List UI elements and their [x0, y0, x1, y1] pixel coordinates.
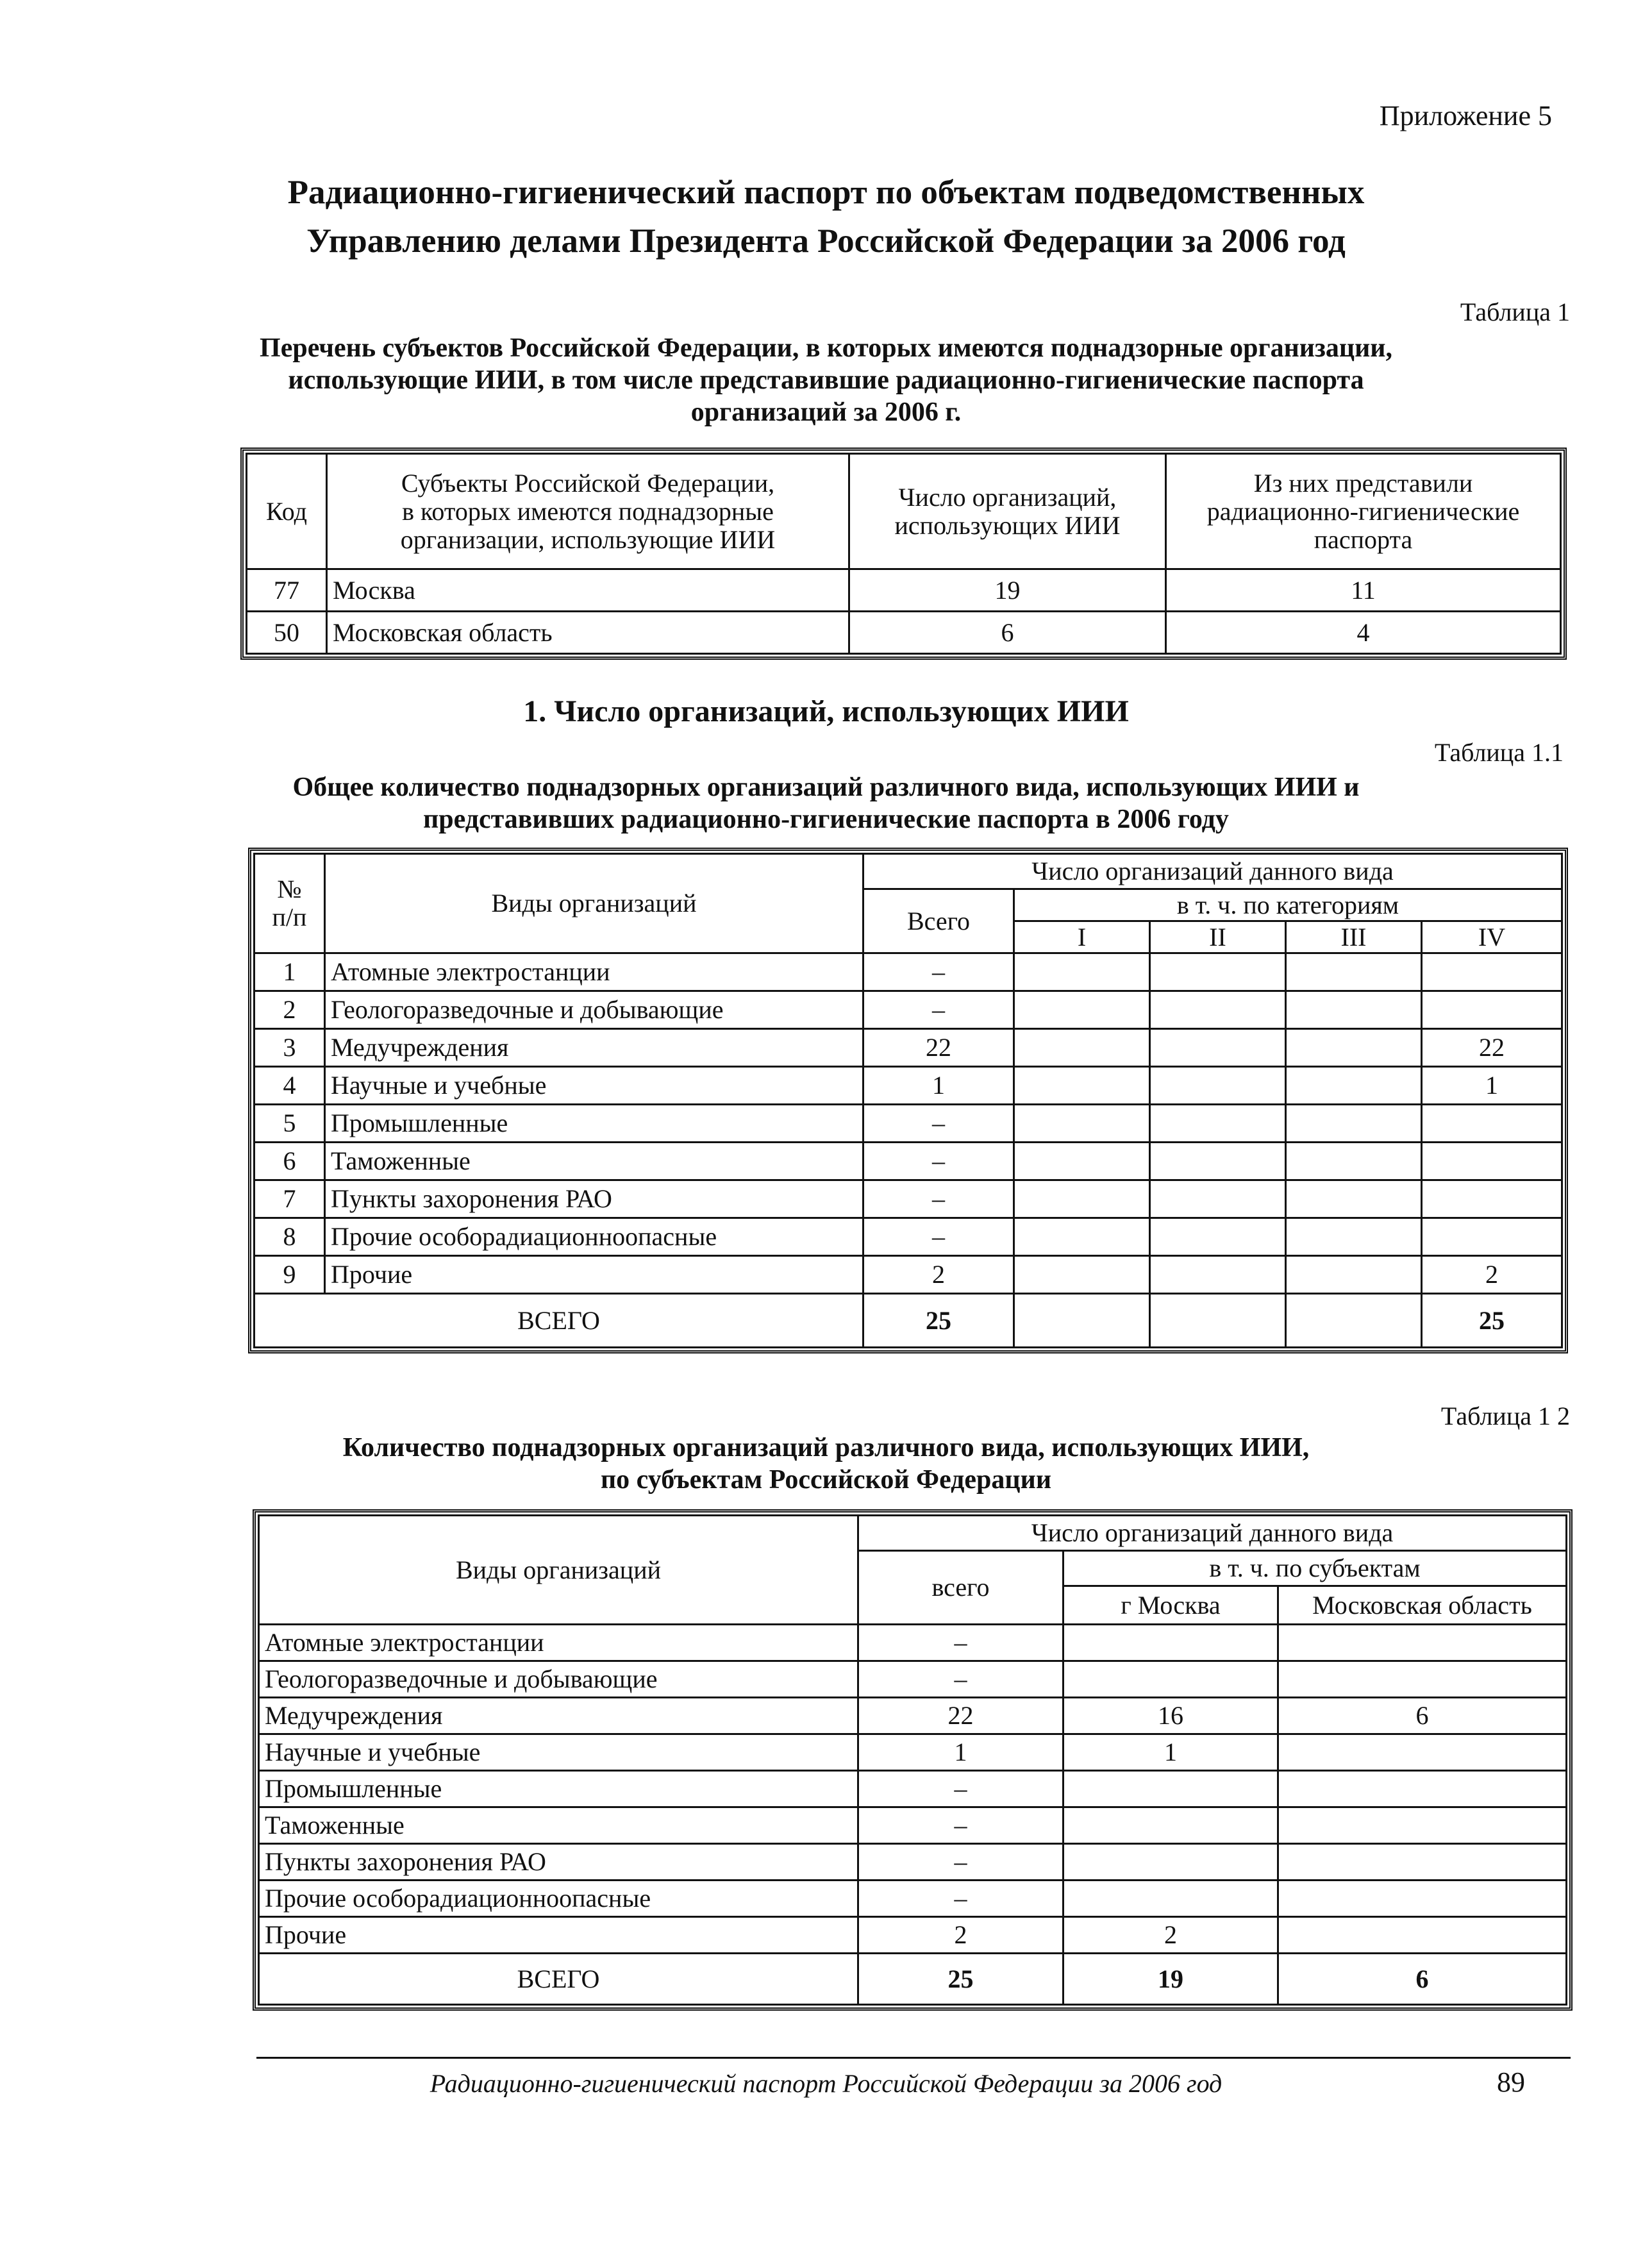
- cell-num: 7: [254, 1180, 325, 1218]
- cell-cat-1: [1014, 1067, 1150, 1105]
- cell-name: Геологоразведочные и добывающие: [259, 1661, 858, 1698]
- totals-cat-2: [1150, 1294, 1286, 1348]
- cell-cat-4: [1422, 991, 1562, 1029]
- table-row: [254, 953, 1562, 991]
- cell-total: –: [858, 1844, 1064, 1881]
- cell-total: 22: [858, 1698, 1064, 1734]
- cell-code: 50: [247, 612, 327, 654]
- cell-cat-1: [1014, 1256, 1150, 1294]
- cell-moscow: 2: [1064, 1917, 1278, 1954]
- cell-name: Таможенные: [325, 1143, 864, 1180]
- cell-num: 8: [254, 1218, 325, 1256]
- cell-region: [1278, 1807, 1567, 1844]
- cell-cat-1: [1014, 953, 1150, 991]
- cell-cat-3: [1286, 991, 1422, 1029]
- header-count: [849, 454, 1166, 569]
- cell-region: [1278, 1917, 1567, 1954]
- header-group: Число организаций данного вида: [864, 854, 1562, 889]
- table-row: [259, 1734, 1567, 1771]
- header-total: Всего: [864, 889, 1014, 953]
- table1-caption-line: Перечень субъектов Российской Федерации, в которых имеются поднадзорные организации,: [260, 333, 1392, 363]
- cell-name: Научные и учебные: [259, 1734, 858, 1771]
- header-region: Московская область: [1278, 1586, 1567, 1625]
- cell-name: Атомные электростанции: [325, 953, 864, 991]
- header-submitted: [1166, 454, 1561, 569]
- page-number: 89: [1497, 2066, 1525, 2098]
- table-row: [254, 1256, 1562, 1294]
- cell-total: –: [864, 1105, 1014, 1143]
- section-heading: 1. Число организаций, использующих ИИИ: [523, 694, 1129, 728]
- cell-cat-3: [1286, 1029, 1422, 1067]
- cell-total: –: [858, 1661, 1064, 1698]
- header-line: Из них представили: [1253, 468, 1473, 498]
- cell-cat-4: 1: [1422, 1067, 1562, 1105]
- cell-name: Прочие особорадиационноопасные: [325, 1218, 864, 1256]
- cell-region: [1278, 1661, 1567, 1698]
- cell-num: 6: [254, 1143, 325, 1180]
- cell-name: Прочие: [325, 1256, 864, 1294]
- cell-cat-3: [1286, 1143, 1422, 1180]
- header-line: в которых имеются поднадзорные: [402, 496, 774, 526]
- table11-caption: [0, 771, 1652, 835]
- cell-code: 77: [247, 569, 327, 612]
- header-subjects: [327, 454, 849, 569]
- table-row: [247, 612, 1561, 654]
- cell-cat-2: [1150, 1067, 1286, 1105]
- cell-moscow: 16: [1064, 1698, 1278, 1734]
- table-row: [259, 1917, 1567, 1954]
- totals-cat-4: 25: [1422, 1294, 1562, 1348]
- header-code: Код: [247, 454, 327, 569]
- cell-moscow: [1064, 1661, 1278, 1698]
- cell-total: –: [858, 1807, 1064, 1844]
- cell-cat-4: 2: [1422, 1256, 1562, 1294]
- header-moscow: г Москва: [1064, 1586, 1278, 1625]
- cell-region: [1278, 1844, 1567, 1881]
- cell-name: Промышленные: [259, 1771, 858, 1807]
- cell-name: Московская область: [327, 612, 849, 654]
- table11: [253, 853, 1563, 1348]
- cell-cat-3: [1286, 1218, 1422, 1256]
- totals-row: [259, 1954, 1567, 2005]
- cell-cat-2: [1150, 1143, 1286, 1180]
- cell-cat-4: [1422, 1218, 1562, 1256]
- cell-total: 2: [864, 1256, 1014, 1294]
- cell-cat-4: [1422, 1105, 1562, 1143]
- table1-caption-line: использующие ИИИ, в том числе представившие радиационно-гигиенические паспорта: [288, 365, 1364, 395]
- header-bysubj: в т. ч. по субъектам: [1064, 1551, 1567, 1586]
- appendix-label: Приложение 5: [1379, 100, 1552, 131]
- cell-name: Прочие: [259, 1917, 858, 1954]
- cell-total: –: [858, 1771, 1064, 1807]
- header-kinds: Виды организаций: [325, 854, 864, 953]
- cell-name: Атомные электростанции: [259, 1625, 858, 1661]
- table11-caption-line: представивших радиационно-гигиенические паспорта в 2006 году: [423, 805, 1229, 834]
- totals-label: ВСЕГО: [254, 1294, 864, 1348]
- table-row: [259, 1661, 1567, 1698]
- cell-cat-4: [1422, 953, 1562, 991]
- cell-region: 6: [1278, 1698, 1567, 1734]
- totals-cat-3: [1286, 1294, 1422, 1348]
- header-cat-1: I: [1014, 921, 1150, 953]
- cell-region: [1278, 1625, 1567, 1661]
- table-row: [259, 1807, 1567, 1844]
- header-line: №: [277, 875, 302, 903]
- cell-total: –: [858, 1625, 1064, 1661]
- table-row: [254, 1105, 1562, 1143]
- cell-total: 22: [864, 1029, 1014, 1067]
- header-line: паспорта: [1314, 524, 1413, 554]
- cell-total: 2: [858, 1917, 1064, 1954]
- table-row: [254, 1029, 1562, 1067]
- header-line: использующих ИИИ: [894, 510, 1121, 540]
- header-line: п/п: [272, 903, 307, 932]
- header-line: Число организаций,: [898, 482, 1117, 512]
- table-row: [247, 569, 1561, 612]
- cell-name: Медучреждения: [259, 1698, 858, 1734]
- cell-moscow: [1064, 1625, 1278, 1661]
- cell-num: 5: [254, 1105, 325, 1143]
- cell-moscow: [1064, 1771, 1278, 1807]
- cell-total: 1: [864, 1067, 1014, 1105]
- cell-name: Москва: [327, 569, 849, 612]
- table12-body: [259, 1625, 1567, 1954]
- cell-region: [1278, 1881, 1567, 1917]
- table1-caption: [0, 332, 1652, 428]
- table-row: [254, 1143, 1562, 1180]
- header-bycat: в т. ч. по категориям: [1014, 889, 1562, 921]
- cell-cat-3: [1286, 1180, 1422, 1218]
- cell-cat-2: [1150, 1218, 1286, 1256]
- cell-moscow: [1064, 1881, 1278, 1917]
- cell-cat-2: [1150, 1180, 1286, 1218]
- header-kinds: Виды организаций: [259, 1516, 858, 1625]
- header-line: организации, использующие ИИИ: [400, 524, 776, 554]
- table-row: [254, 1180, 1562, 1218]
- cell-total: 1: [858, 1734, 1064, 1771]
- document-title-line: Радиационно-гигиенический паспорт по объектам подведомственных: [287, 174, 1365, 211]
- cell-name: Таможенные: [259, 1807, 858, 1844]
- cell-name: Промышленные: [325, 1105, 864, 1143]
- cell-total: –: [864, 1218, 1014, 1256]
- header-total: всего: [858, 1551, 1064, 1625]
- footer-divider: [256, 2057, 1571, 2059]
- header-cat-2: II: [1150, 921, 1286, 953]
- table1-label: Таблица 1: [1460, 297, 1570, 326]
- header-line: радиационно-гигиенические: [1206, 496, 1520, 526]
- totals-total: 25: [864, 1294, 1014, 1348]
- cell-cat-4: [1422, 1180, 1562, 1218]
- header-num: [254, 854, 325, 953]
- table12-caption-line: по субъектам Российской Федерации: [600, 1465, 1052, 1495]
- cell-cat-2: [1150, 953, 1286, 991]
- table11-body: [254, 953, 1562, 1294]
- header-cat-4: IV: [1422, 921, 1562, 953]
- cell-num: 2: [254, 991, 325, 1029]
- cell-total: –: [858, 1881, 1064, 1917]
- cell-moscow: [1064, 1844, 1278, 1881]
- cell-cat-1: [1014, 1180, 1150, 1218]
- cell-cat-1: [1014, 991, 1150, 1029]
- cell-submitted: 4: [1166, 612, 1561, 654]
- table-row: [259, 1771, 1567, 1807]
- cell-cat-4: 22: [1422, 1029, 1562, 1067]
- table1: [246, 453, 1562, 655]
- header-group: Число организаций данного вида: [858, 1516, 1567, 1551]
- table12-label: Таблица 1 2: [1440, 1402, 1570, 1430]
- table12-caption: [0, 1432, 1652, 1496]
- cell-cat-2: [1150, 1256, 1286, 1294]
- cell-name: Геологоразведочные и добывающие: [325, 991, 864, 1029]
- header-cat-3: III: [1286, 921, 1422, 953]
- cell-cat-1: [1014, 1029, 1150, 1067]
- cell-num: 9: [254, 1256, 325, 1294]
- cell-cat-3: [1286, 953, 1422, 991]
- cell-cat-3: [1286, 1105, 1422, 1143]
- cell-cat-1: [1014, 1105, 1150, 1143]
- totals-moscow: 19: [1064, 1954, 1278, 2005]
- header-line: Субъекты Российской Федерации,: [401, 468, 775, 498]
- cell-total: –: [864, 991, 1014, 1029]
- cell-cat-1: [1014, 1143, 1150, 1180]
- cell-cat-2: [1150, 991, 1286, 1029]
- cell-region: [1278, 1771, 1567, 1807]
- table-row: [254, 991, 1562, 1029]
- totals-region: 6: [1278, 1954, 1567, 2005]
- cell-name: Прочие особорадиационноопасные: [259, 1881, 858, 1917]
- cell-region: [1278, 1734, 1567, 1771]
- table-row: [259, 1881, 1567, 1917]
- cell-cat-3: [1286, 1067, 1422, 1105]
- cell-cat-4: [1422, 1143, 1562, 1180]
- totals-row: [254, 1294, 1562, 1348]
- table-row: [259, 1625, 1567, 1661]
- cell-count: 6: [849, 612, 1166, 654]
- cell-name: Медучреждения: [325, 1029, 864, 1067]
- cell-total: –: [864, 953, 1014, 991]
- cell-num: 1: [254, 953, 325, 991]
- cell-total: –: [864, 1180, 1014, 1218]
- cell-num: 4: [254, 1067, 325, 1105]
- cell-count: 19: [849, 569, 1166, 612]
- cell-submitted: 11: [1166, 569, 1561, 612]
- table12: [258, 1514, 1567, 2006]
- cell-name: Пункты захоронения РАО: [259, 1844, 858, 1881]
- cell-total: –: [864, 1143, 1014, 1180]
- table-row: [254, 1218, 1562, 1256]
- cell-cat-2: [1150, 1105, 1286, 1143]
- document-title-line: Управлению делами Президента Российской Федерации за 2006 год: [306, 222, 1346, 260]
- totals-label: ВСЕГО: [259, 1954, 858, 2005]
- table-row: [254, 1067, 1562, 1105]
- cell-num: 3: [254, 1029, 325, 1067]
- totals-total: 25: [858, 1954, 1064, 2005]
- table11-label: Таблица 1.1: [1434, 738, 1564, 767]
- cell-cat-2: [1150, 1029, 1286, 1067]
- totals-cat-1: [1014, 1294, 1150, 1348]
- cell-cat-3: [1286, 1256, 1422, 1294]
- table11-caption-line: Общее количество поднадзорных организаций различного вида, использующих ИИИ и: [292, 773, 1360, 802]
- table1-caption-line: организаций за 2006 г.: [690, 398, 962, 427]
- footer-text: Радиационно-гигиенический паспорт Российской Федерации за 2006 год: [430, 2069, 1222, 2098]
- cell-cat-1: [1014, 1218, 1150, 1256]
- cell-moscow: 1: [1064, 1734, 1278, 1771]
- table-row: [259, 1844, 1567, 1881]
- cell-moscow: [1064, 1807, 1278, 1844]
- table12-caption-line: Количество поднадзорных организаций различного вида, использующих ИИИ,: [342, 1433, 1310, 1462]
- document-title: [0, 168, 1652, 265]
- table-row: [259, 1698, 1567, 1734]
- cell-name: Научные и учебные: [325, 1067, 864, 1105]
- cell-name: Пункты захоронения РАО: [325, 1180, 864, 1218]
